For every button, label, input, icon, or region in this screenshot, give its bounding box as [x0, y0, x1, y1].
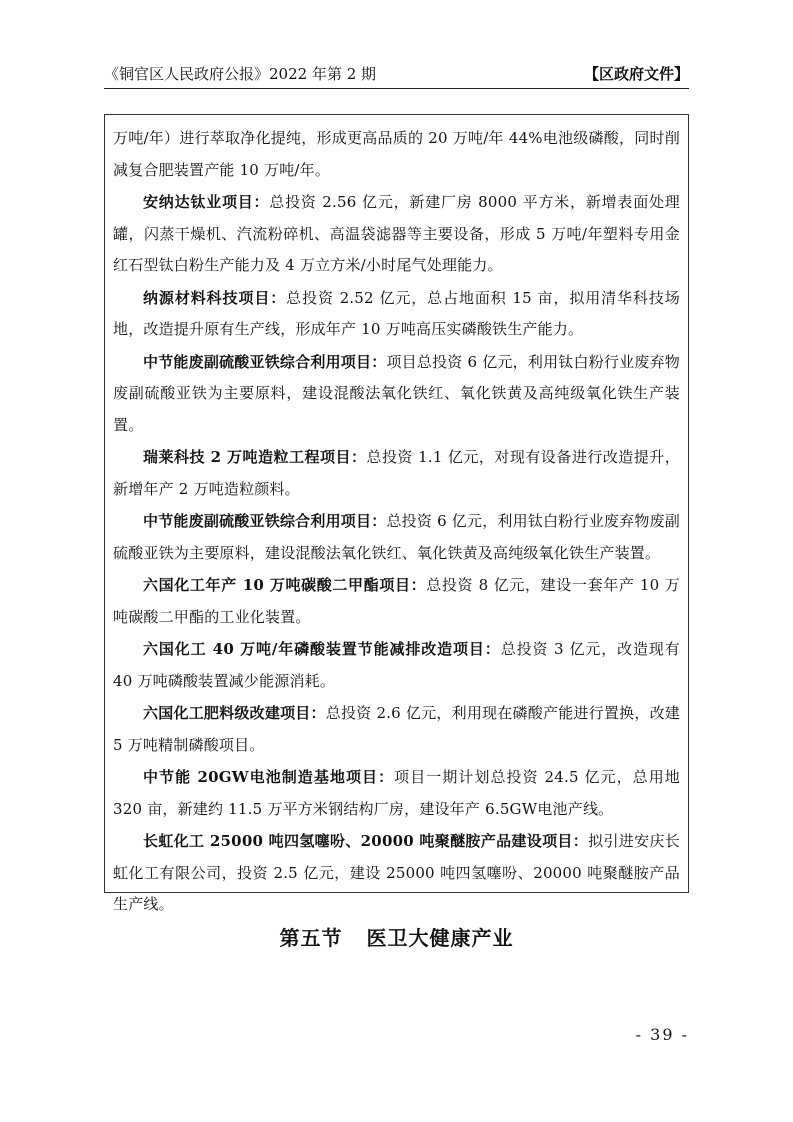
project-name: 瑞莱科技 2 万吨造粒工程项目：	[143, 448, 367, 466]
page-header	[104, 62, 689, 86]
gazette-title: 《铜官区人民政府公报》2022 年第 2 期	[104, 65, 377, 83]
project-paragraph	[113, 634, 680, 697]
project-name: 中节能废副硫酸亚铁综合利用项目：	[143, 352, 387, 371]
project-paragraph	[113, 506, 680, 569]
project-name: 纳源材料科技项目：	[143, 288, 287, 307]
project-name: 安纳达钛业项目：	[143, 193, 270, 211]
project-description: 拟引进安庆长虹化工有限公司，投资 2.5 亿元，建设 25000 吨四氢噻吩、20000 吨聚醚胺产品生产线。	[113, 832, 681, 913]
project-paragraph	[113, 187, 680, 282]
section-heading	[0, 922, 793, 951]
project-name: 中节能 20GW电池制造基地项目：	[143, 768, 395, 786]
project-description: 总投资 8 亿元，建设一套年产 10 万吨碳酸二甲酯的工业化装置。	[113, 576, 680, 626]
project-description: 总投资 2.56 亿元，新建厂房 8000 平方米，新增表面处理罐，闪蒸干燥机、汽流粉碎机、高温袋滤器等主要设备，形成 5 万吨/年塑料专用金红石型钛白粉生产能力及 4 万立方米/小时尾气处理能力。	[113, 193, 681, 274]
header-rule	[104, 88, 689, 89]
project-name: 六国化工年产 10 万吨碳酸二甲酯项目：	[143, 576, 427, 594]
project-paragraph	[113, 762, 680, 825]
project-description: 项目一期计划总投资 24.5 亿元，总用地 320 亩，新建约 11.5 万平方米钢结构厂房，建设年产 6.5GW电池产线。	[113, 768, 681, 818]
project-name: 六国化工肥料级改建项目：	[143, 704, 326, 722]
section-title: 医卫大健康产业	[366, 926, 514, 950]
project-description: 总投资 3 亿元，改造现有 40 万吨磷酸装置减少能源消耗。	[113, 640, 680, 690]
project-description: 总投资 2.6 亿元，利用现在磷酸产能进行置换，改建 5 万吨精制磷酸项目。	[113, 704, 681, 754]
project-paragraph	[113, 442, 680, 505]
section-number: 第五节	[279, 926, 343, 950]
paragraph-continued	[113, 123, 680, 186]
project-paragraph	[113, 570, 680, 633]
paragraph-text: 万吨/年）进行萃取净化提纯，形成更高品质的 20 万吨/年 44%电池级磷酸，同时削减复合肥装置产能 10 万吨/年。	[113, 129, 680, 179]
project-description: 项目总投资 6 亿元，利用钛白粉行业废弃物废副硫酸亚铁为主要原料，建设混酸法氧化铁红、氧化铁黄及高纯级氧化铁生产装置。	[113, 352, 680, 434]
project-name: 六国化工 40 万吨/年磷酸装置节能减排改造项目：	[143, 640, 501, 658]
document-category: 【区政府文件】	[583, 65, 689, 83]
project-paragraph	[113, 283, 680, 346]
project-paragraph	[113, 347, 680, 442]
project-name: 长虹化工 25000 吨四氢噻吩、20000 吨聚醚胺产品建设项目：	[143, 832, 589, 850]
project-paragraph	[113, 698, 680, 761]
project-paragraph	[113, 826, 680, 921]
project-description: 总投资 1.1 亿元，对现有设备进行改造提升，新增年产 2 万吨造粒颜料。	[113, 448, 680, 498]
page-number: - 39 -	[635, 1025, 689, 1044]
project-list-box	[104, 114, 689, 913]
project-description: 总投资 2.52 亿元，总占地面积 15 亩，拟用清华科技场地，改造提升原有生产线，形成年产 10 万吨高压实磷酸铁生产能力。	[113, 288, 680, 338]
project-description: 总投资 6 亿元，利用钛白粉行业废弃物废副硫酸亚铁为主要原料，建设混酸法氧化铁红、氧化铁黄及高纯级氧化铁生产装置。	[113, 512, 680, 562]
project-name: 中节能废副硫酸亚铁综合利用项目：	[143, 512, 387, 530]
